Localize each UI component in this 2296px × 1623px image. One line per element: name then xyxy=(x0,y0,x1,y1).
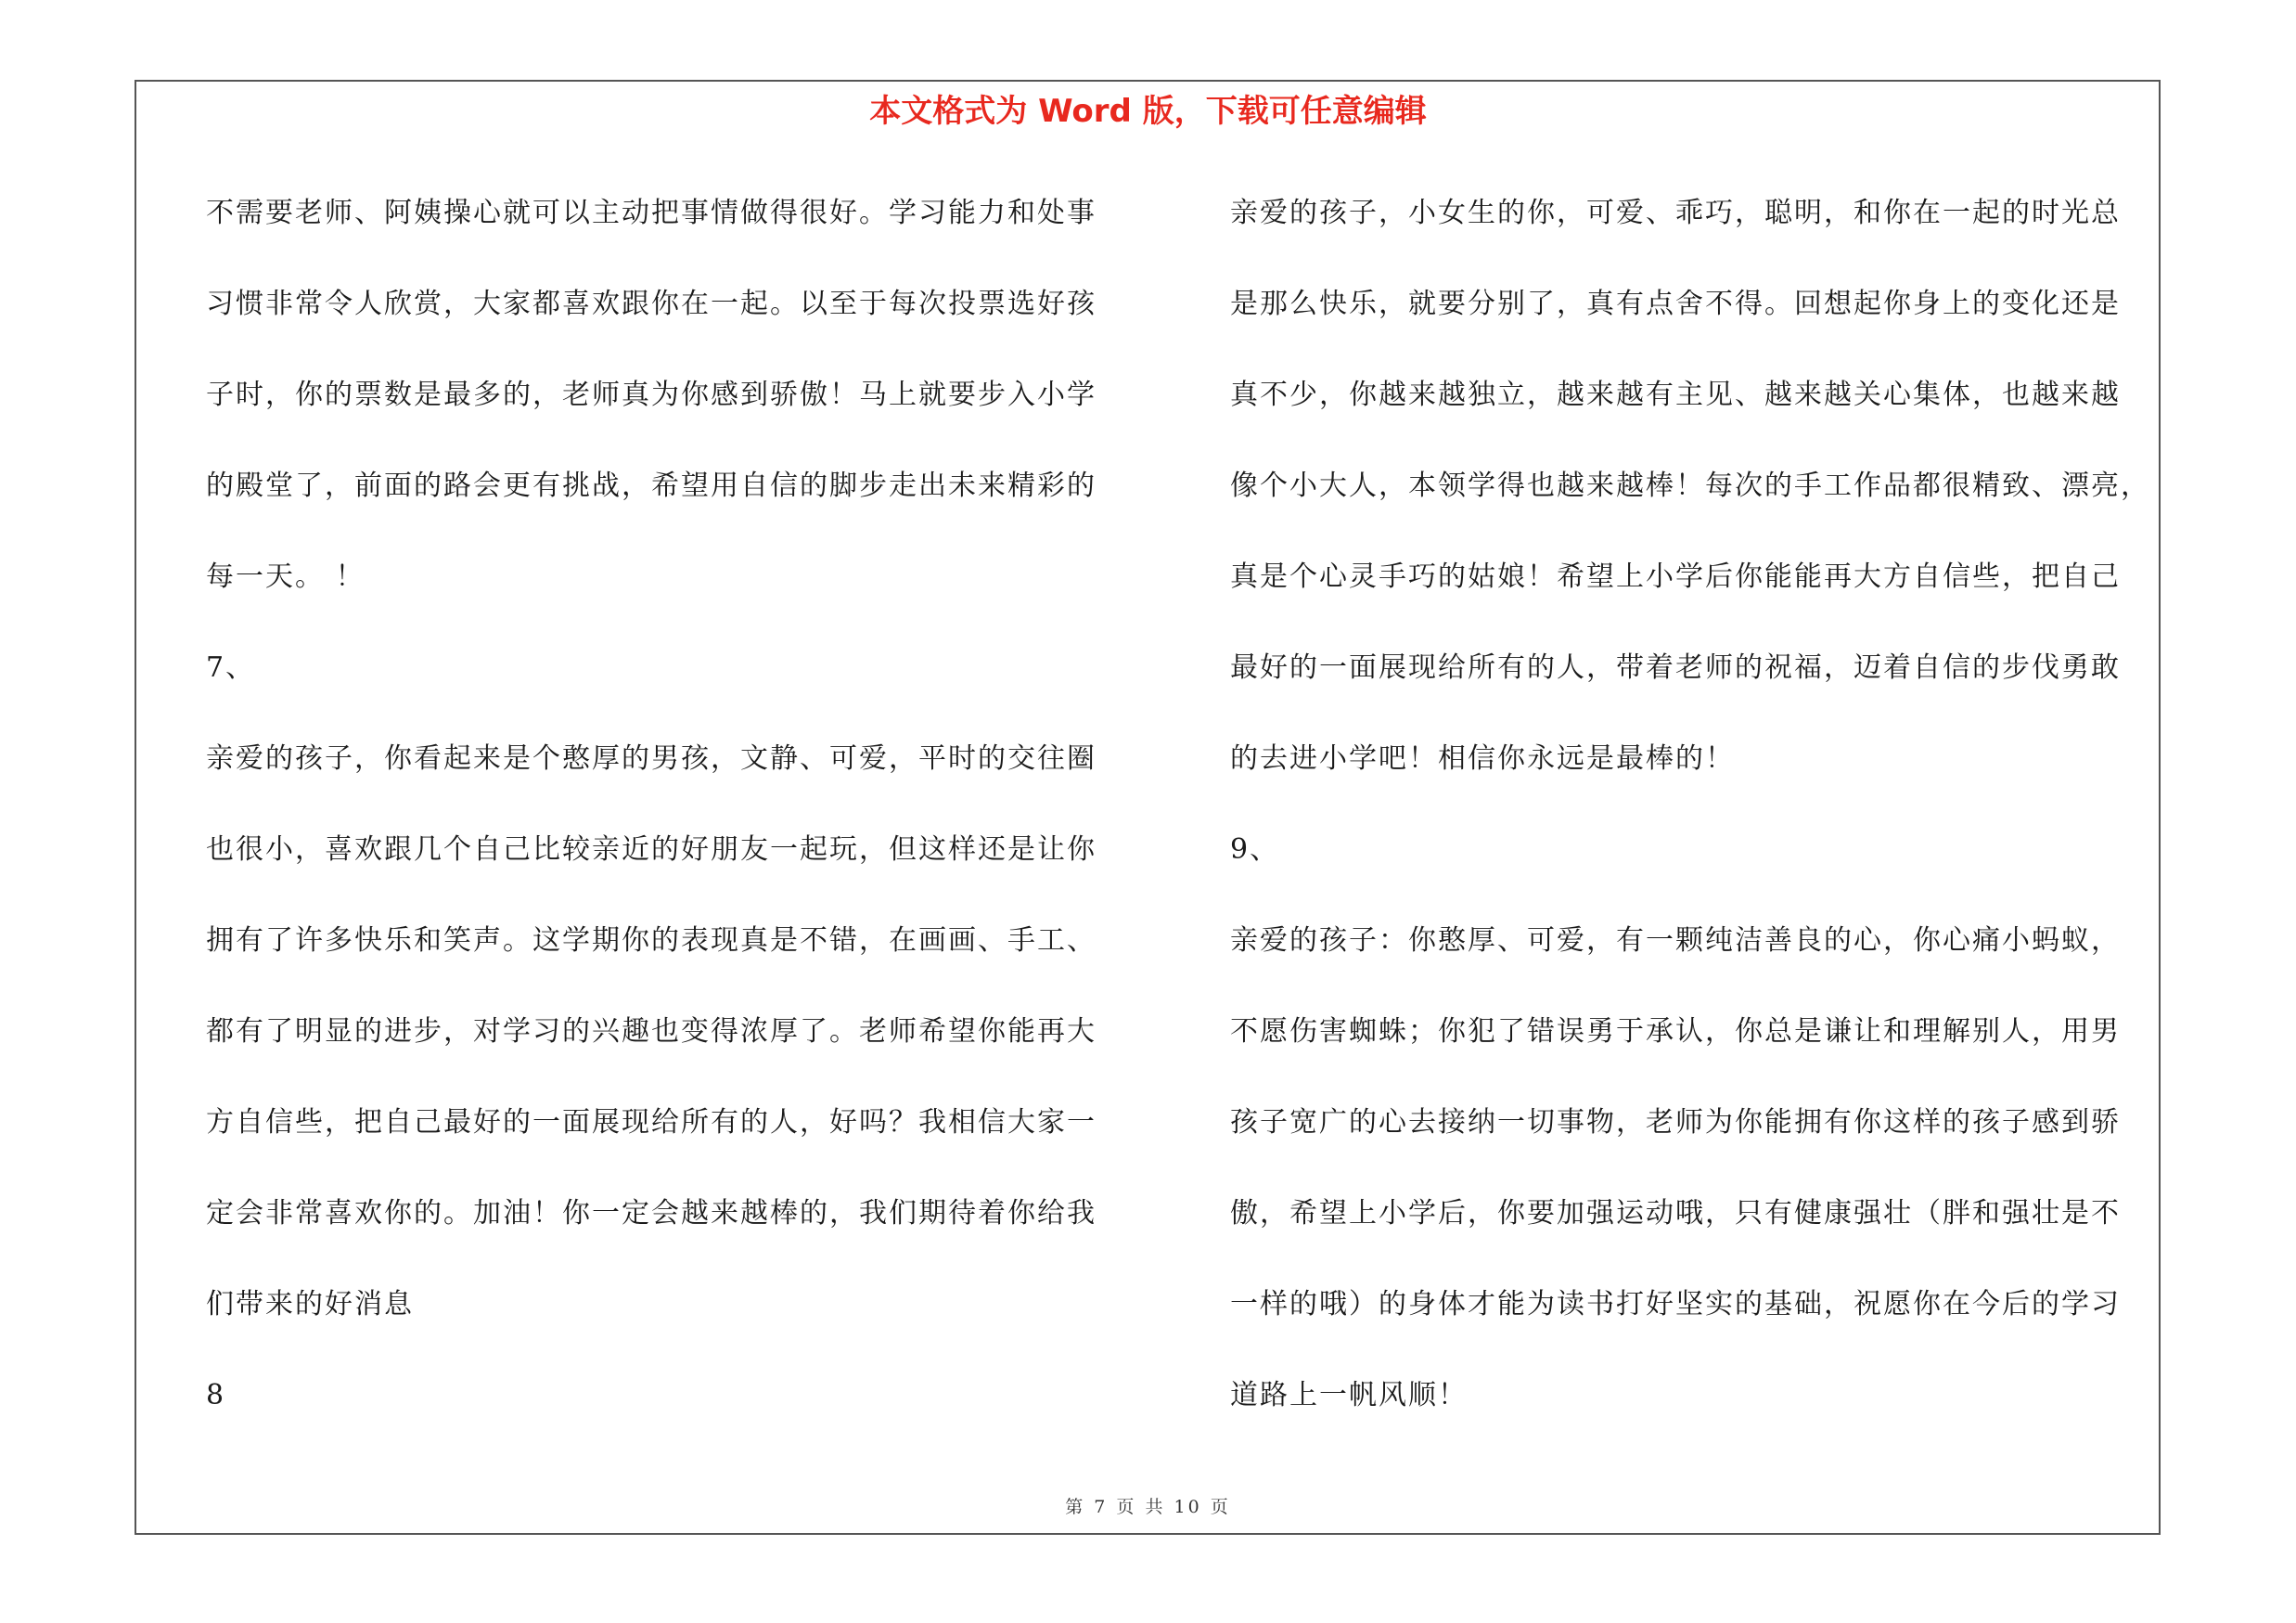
header-banner: 本文格式为 Word 版，下载可任意编辑 xyxy=(869,93,1427,130)
text-line: 子时，你的票数是最多的，老师真为你感到骄傲！马上就要步入小学 xyxy=(206,379,1097,411)
text-line: 傲，希望上小学后，你要加强运动哦，只有健康强壮（胖和强壮是不 xyxy=(1230,1197,2121,1230)
right-column xyxy=(1230,180,2167,1453)
text-line: 亲爱的孩子，小女生的你，可爱、乖巧，聪明，和你在一起的时光总 xyxy=(1230,197,2121,229)
text-line: 是那么快乐，就要分别了，真有点舍不得。回想起你身上的变化还是 xyxy=(1230,288,2121,320)
text-line: 真是个心灵手巧的姑娘！希望上小学后你能能再大方自信些，把自己 xyxy=(1230,560,2121,593)
text-line: 亲爱的孩子：你憨厚、可爱，有一颗纯洁善良的心，你心痛小蚂蚁， xyxy=(1230,924,2121,957)
text-line: 的殿堂了，前面的路会更有挑战，希望用自信的脚步走出未来精彩的 xyxy=(206,470,1097,502)
text-line: 像个小大人，本领学得也越来越棒！每次的手工作品都很精致、漂亮， xyxy=(1230,470,2150,502)
text-line: 拥有了许多快乐和笑声。这学期你的表现真是不错，在画画、手工、 xyxy=(206,924,1097,957)
text-line: 亲爱的孩子，你看起来是个憨厚的男孩，文静、可爱，平时的交往圈 xyxy=(206,742,1097,775)
text-line: 的去进小学吧！相信你永远是最棒的！ xyxy=(1230,742,1735,775)
text-line: 真不少，你越来越独立，越来越有主见、越来越关心集体，也越来越 xyxy=(1230,379,2121,411)
text-line: 孩子宽广的心去接纳一切事物，老师为你能拥有你这样的孩子感到骄 xyxy=(1230,1106,2121,1139)
text-line: 方自信些，把自己最好的一面展现给所有的人，好吗？我相信大家一 xyxy=(206,1106,1097,1139)
section-number: 9、 xyxy=(1230,833,1280,866)
text-line: 习惯非常令人欣赏，大家都喜欢跟你在一起。以至于每次投票选好孩 xyxy=(206,288,1097,320)
section-number: 7、 xyxy=(206,651,256,684)
text-line: 定会非常喜欢你的。加油！你一定会越来越棒的，我们期待着你给我 xyxy=(206,1197,1097,1230)
text-line: 最好的一面展现给所有的人，带着老师的祝福，迈着自信的步伐勇敢 xyxy=(1230,651,2121,684)
section-number: 8 xyxy=(206,1379,226,1411)
page-footer: 第 7 页 共 10 页 xyxy=(1065,1497,1231,1517)
text-line: 都有了明显的进步，对学习的兴趣也变得浓厚了。老师希望你能再大 xyxy=(206,1015,1097,1048)
left-column xyxy=(206,180,1143,1453)
text-line: 一样的哦）的身体才能为读书打好坚实的基础，祝愿你在今后的学习 xyxy=(1230,1288,2121,1320)
text-line: 不愿伤害蜘蛛；你犯了错误勇于承认，你总是谦让和理解别人，用男 xyxy=(1230,1015,2121,1048)
text-line: 们带来的好消息 xyxy=(206,1288,414,1320)
text-line: 不需要老师、阿姨操心就可以主动把事情做得很好。学习能力和处事 xyxy=(206,197,1097,229)
text-line: 每一天。 ！ xyxy=(206,560,366,593)
text-line: 道路上一帆风顺！ xyxy=(1230,1379,1468,1411)
text-line: 也很小，喜欢跟几个自己比较亲近的好朋友一起玩，但这样还是让你 xyxy=(206,833,1097,866)
